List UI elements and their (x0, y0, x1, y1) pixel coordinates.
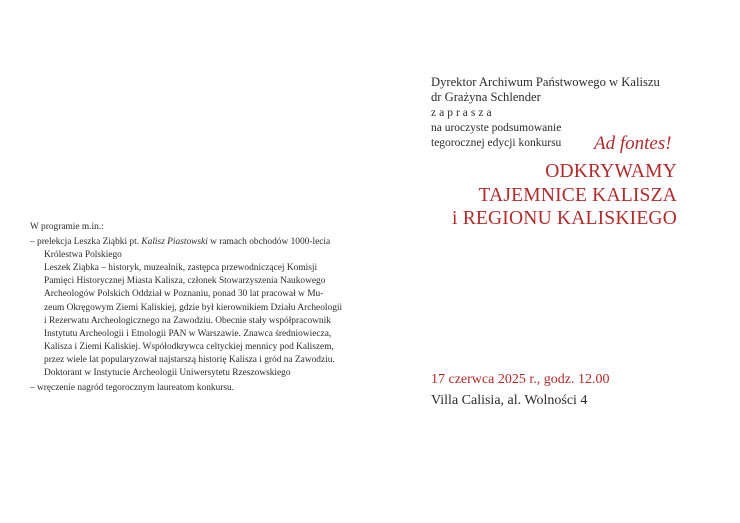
contest-name: Ad fontes! (594, 133, 672, 154)
program-item-lecture (30, 236, 375, 380)
lecture-text-pre: prelekcja Leszka Ziąbki pt. (37, 237, 142, 248)
headline-line3: i REGIONU KALISKIEGO (452, 208, 677, 229)
bio-line: Doktorant w Instytucie Archeologii Uniwersytetu Rzeszowskiego (44, 368, 291, 379)
headline-line1: ODKRYWAMY (545, 161, 677, 182)
lecture-text-post: w ramach obchodów 1000-lecia (207, 237, 331, 248)
bio-line: Archeologów Polskich Oddział w Poznaniu, ponad 30 lat pracował w Mu- (44, 289, 324, 300)
director-name: dr Grażyna Schlender (431, 90, 541, 105)
bio-line: zeum Okręgowym Ziemi Kaliskiej, gdzie był kierownikiem Działu Archeologii (44, 302, 343, 313)
awards-text: wręczenie nagród tegorocznym laureatom konkursu. (37, 383, 235, 394)
bio-line: przez wiele lat popularyzował najstarszą historię Kalisza i gród na Zawodziu. (44, 354, 335, 365)
invite-line2: tegorocznej edycji konkursu (431, 137, 562, 150)
event-headline (431, 160, 677, 231)
invites-word: zaprasza (431, 106, 495, 119)
bullet-dash: – (30, 383, 35, 394)
event-date: 17 czerwca 2025 r., godz. 12.00 (431, 372, 610, 387)
bullet-dash: – (30, 237, 35, 248)
bio-line: Instytutu Archeologii i Etnologii PAN w Warszawie. Znawca średniowiecza, (44, 328, 332, 339)
event-venue: Villa Calisia, al. Wolności 4 (431, 393, 588, 408)
program-item-awards (30, 382, 375, 395)
lecture-title: Kalisz Piastowski (141, 237, 208, 248)
invite-line1: na uroczyste podsumowanie (431, 121, 562, 134)
lecture-line2: Królestwa Polskiego (44, 250, 122, 261)
bio-line: i Rezerwatu Archeologicznego na Zawodziu. Obecnie stały współpracownik (44, 315, 331, 326)
speaker-bio (37, 262, 375, 380)
program-section (30, 221, 375, 395)
bio-line: Pamięci Historycznej Miasta Kalisza, członek Stowarzyszenia Naukowego (44, 276, 326, 287)
bio-line: Leszek Ziąbka – historyk, muzealnik, zastępca przewodniczącej Komisji (44, 263, 318, 274)
director-title: Dyrektor Archiwum Państwowego w Kaliszu (431, 75, 660, 89)
program-heading: W programie m.in.: (30, 222, 104, 232)
bio-line: Kalisza i Ziemi Kaliskiej. Współodkrywca celtyckiej mennicy pod Kaliszem, (44, 341, 334, 352)
headline-line2: TAJEMNICE KALISZA (478, 184, 677, 206)
